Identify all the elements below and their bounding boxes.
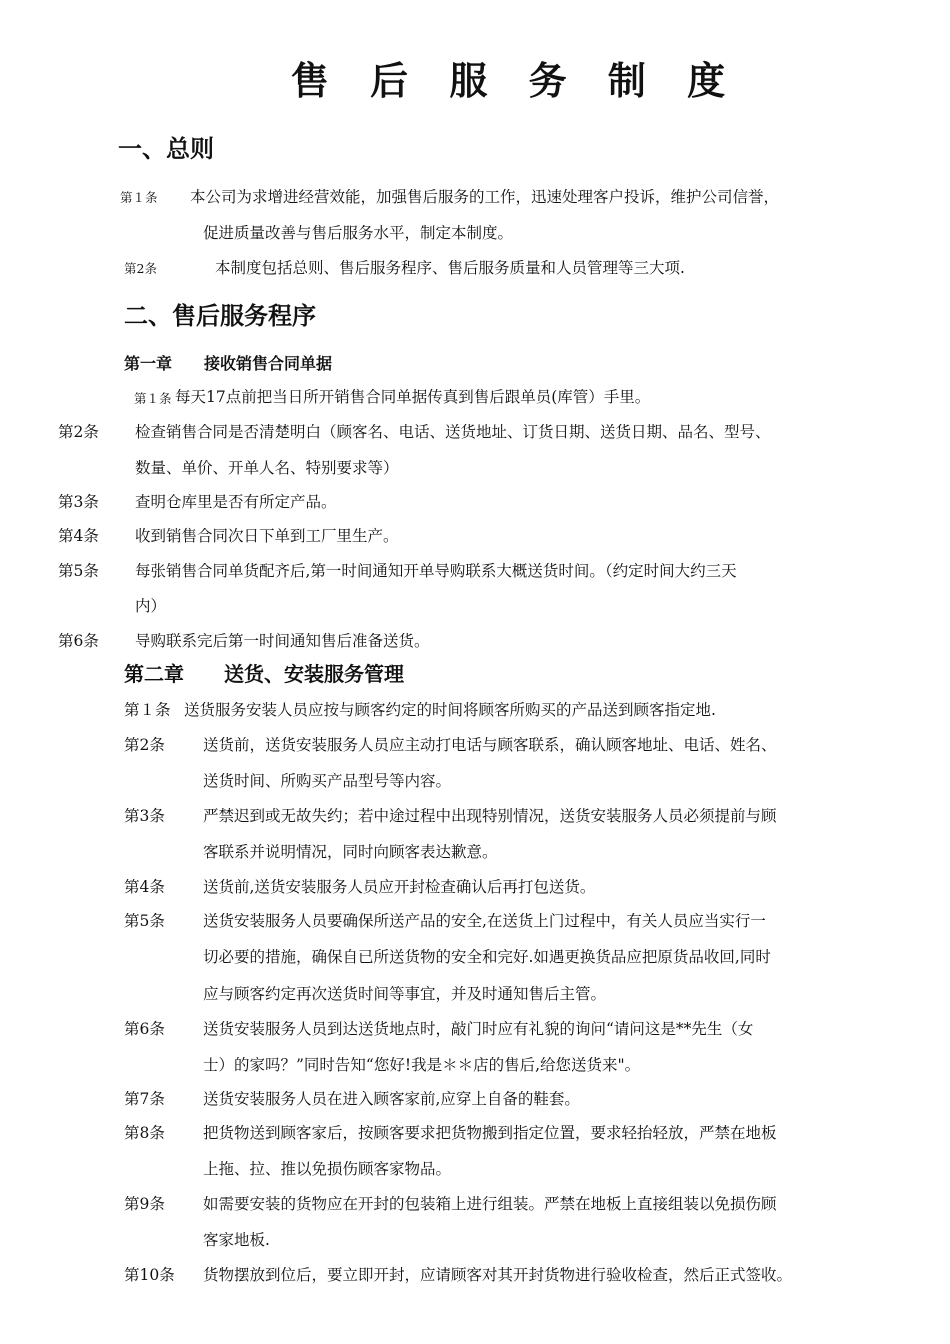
article-text: 本公司为求增进经营效能，加强售后服务的工作，迅速处理客户投诉，维护公司信誉， [190, 188, 780, 206]
article-text: 送货安装服务人员要确保所送产品的安全,在送货上门过程中，有关人员应当实行一 [203, 912, 766, 930]
article-text: 每天17点前把当日所开销售合同单据传真到售后跟单员(库管）手里。 [175, 388, 651, 406]
article-label: 第5条 [124, 912, 165, 930]
article-text: 内） [135, 597, 167, 615]
article-text: 查明仓库里是否有所定产品。 [135, 493, 337, 511]
article-text: 数量、单价、开单人名、特别要求等） [135, 459, 399, 477]
article-text: 导购联系完后第一时间通知售后准备送货。 [135, 632, 430, 650]
article-label: 第2条 [58, 423, 99, 441]
article-label: 第2条 [124, 736, 165, 754]
article-text: 送货前,送货安装服务人员应开封检查确认后再打包送货。 [203, 878, 596, 896]
article-text: 客家地板. [203, 1231, 270, 1249]
article-label: 第6条 [58, 632, 99, 650]
article-label: 第7条 [124, 1090, 165, 1108]
article-text: 送货前，送货安装服务人员应主动打电话与顾客联系，确认顾客地址、电话、姓名、 [203, 736, 777, 754]
article-text: 切必要的措施，确保自已所送货物的安全和完好.如遇更换货品应把原货品收回,同时 [203, 948, 771, 966]
article-label: 第8条 [124, 1124, 165, 1142]
article-text: 每张销售合同单货配齐后,第一时间通知开单导购联系大概送货时间。（约定时间大约三天 [135, 562, 737, 580]
article-label: 第6条 [124, 1020, 165, 1038]
article-text: 严禁迟到或无故失约；若中途过程中出现特别情况，送货安装服务人员必须提前与顾 [203, 807, 777, 825]
article-label: 第9条 [124, 1195, 165, 1213]
article-text: 如需要安装的货物应在开封的包装箱上进行组装。严禁在地板上直接组装以免损伤顾 [203, 1195, 777, 1213]
article-label: 第１条 [134, 391, 172, 406]
article-text: 送货安装服务人员到达送货地点时，敲门时应有礼貌的询问“请问这是**先生（女 [203, 1020, 754, 1038]
article-text: 货物摆放到位后，要立即开封，应请顾客对其开封货物进行验收检查，然后正式签收。 [203, 1266, 793, 1284]
article-text: 士）的家吗？”同时告知“您好!我是＊＊店的售后,给您送货来"。 [203, 1056, 641, 1074]
article-label: 第10条 [124, 1266, 175, 1284]
article-label: 第4条 [58, 527, 99, 545]
article-label: 第2条 [124, 261, 157, 276]
section-heading-procedure: 二、售后服务程序 [124, 302, 316, 330]
article-text: 把货物送到顾客家后，按顾客要求把货物搬到指定位置，要求轻抬轻放，严禁在地板 [203, 1124, 777, 1142]
article-text: 促进质量改善与售后服务水平，制定本制度。 [203, 224, 514, 242]
chapter-heading: 第一章 接收销售合同单据 [124, 354, 333, 373]
section-heading-general: 一、总则 [118, 135, 214, 163]
article-text: 客联系并说明情况，同时向顾客表达歉意。 [203, 843, 498, 861]
article-label: 第3条 [124, 807, 165, 825]
article-text: 检查销售合同是否清楚明白（顾客名、电话、送货地址、订货日期、送货日期、品名、型号、 [135, 423, 771, 441]
article-label: 第5条 [58, 562, 99, 580]
article-text: 应与顾客约定再次送货时间等事宜，并及时通知售后主管。 [203, 985, 607, 1003]
article-label: 第3条 [58, 493, 99, 511]
article-label: 第１条 [124, 701, 171, 719]
document-title: 售 后 服 务 制 度 [290, 59, 740, 103]
chapter-heading: 第二章 送货、安装服务管理 [124, 662, 404, 686]
article-text: 送货服务安装人员应按与顾客约定的时间将顾客所购买的产品送到顾客指定地. [184, 701, 716, 719]
article-label: 第4条 [124, 878, 165, 896]
article-text: 收到销售合同次日下单到工厂里生产。 [135, 527, 399, 545]
article-text: 本制度包括总则、售后服务程序、售后服务质量和人员管理等三大项. [215, 259, 685, 277]
article-text: 上拖、拉、推以免损伤顾客家物品。 [203, 1160, 452, 1178]
article-text: 送货安装服务人员在进入顾客家前,应穿上自备的鞋套。 [203, 1090, 580, 1108]
article-label: 第１条 [120, 190, 158, 205]
article-text: 送货时间、所购买产品型号等内容。 [203, 772, 452, 790]
